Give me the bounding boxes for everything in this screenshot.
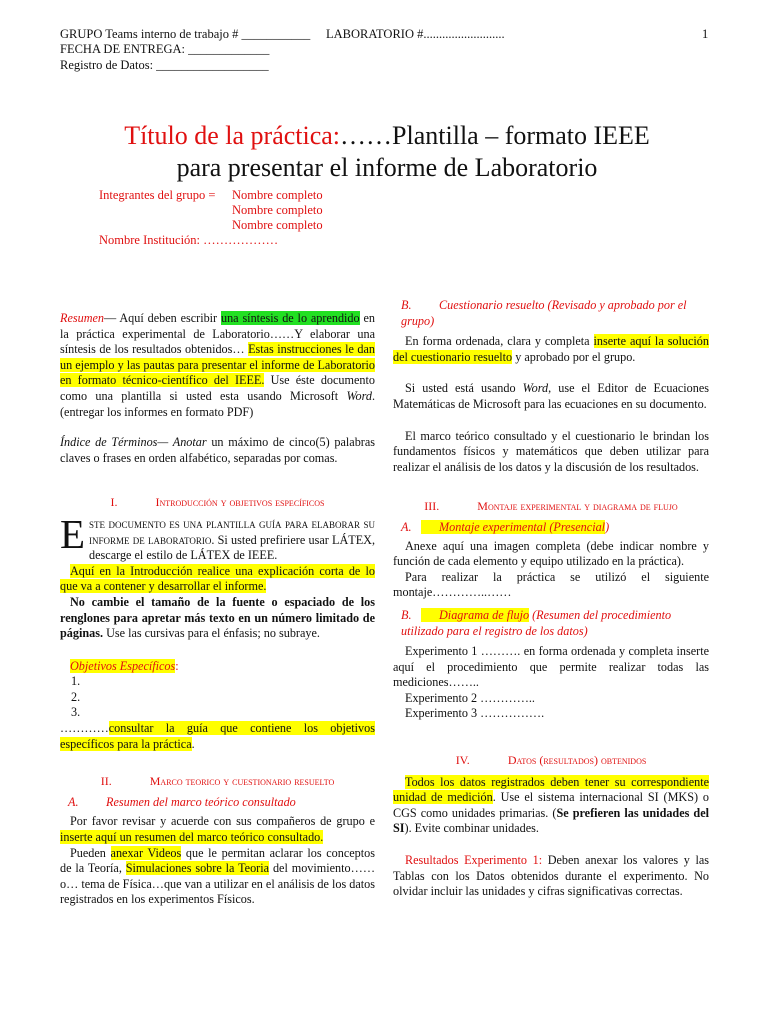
subsection-number: A. xyxy=(68,794,79,809)
intro-bold-note: No cambie el tamaño de la fuente o espaciado de los renglones para apretar más texto en un número limitado de páginas. xyxy=(60,594,375,641)
word-text: , use el Editor de Ecuaciones Matemáticas de Microsoft para las ecuaciones en su documento. xyxy=(393,381,709,411)
objectives-label: Objetivos Específicos xyxy=(70,658,176,673)
section-number: II. xyxy=(100,774,112,789)
subsection-title: Montaje experimental (Presencial xyxy=(421,520,605,534)
header-group-line: GRUPO Teams interno de trabajo # ___________ xyxy=(60,27,311,41)
title-main: ……Plantilla – formato IEEE xyxy=(340,121,650,150)
subsection-number: A. xyxy=(401,519,412,534)
setup-paragraph-2: Para realizar la práctica se utilizó el siguiente montaje…………..…… xyxy=(393,569,709,600)
simulations-highlight: Simulaciones sobre la Teoria xyxy=(125,861,270,876)
section-number: III. xyxy=(424,499,440,514)
title-line2: para presentar el informe de Laboratorio xyxy=(176,153,598,182)
section-2-heading xyxy=(60,774,375,790)
data-text: . Use el sistema internacional SI (MKS) o CGS como unidades primarias. ( xyxy=(393,790,709,820)
intro-paragraph-3 xyxy=(60,595,375,642)
data-highlight: Todos los datos registrados deben tener su correspondiente unidad de medición xyxy=(393,774,709,805)
subsection-number: B. xyxy=(401,607,412,622)
word-equations-paragraph xyxy=(393,381,709,412)
questionnaire-text: En forma ordenada, clara y completa xyxy=(405,334,594,349)
objectives-dots: ………… xyxy=(60,721,109,736)
intro-lead: ste documento es una plantilla guía para elaborar su informe de laboratorio. xyxy=(89,516,375,547)
results-label: Resultados Experimento 1: xyxy=(405,853,543,868)
abstract-text: . (entregar los informes en formato PDF) xyxy=(60,388,375,419)
header-lab-number: LABORATORIO #.......................... xyxy=(326,27,505,41)
institution-name: Nombre Institución: ……………… xyxy=(99,233,279,247)
subsection-2b xyxy=(393,298,709,329)
intro-text: Si usted prefiriere usar LÁTEX, descarge el estilo de LÁTEX de IEEE. xyxy=(89,532,376,563)
objectives-note xyxy=(60,721,375,752)
header-delivery-date: FECHA DE ENTREGA: _____________ xyxy=(60,42,270,56)
subsection-rest: (Resumen del procedimiento utilizado para el registro de los datos) xyxy=(401,607,672,638)
subsection-3b xyxy=(393,608,709,639)
drop-cap: E xyxy=(60,510,86,557)
abstract-label: Resumen xyxy=(60,311,104,325)
subsection-title: Cuestionario resuelto (Revisado y aprobado por el grupo) xyxy=(401,298,687,328)
page-title xyxy=(60,120,714,184)
intro-highlight: Aquí en la Introducción realice una explicación corta de lo que va a contener y desarrollar el informe. xyxy=(60,563,375,594)
abstract-highlight: Estas instrucciones le dan un ejemplo y las pautas para presentar el informe de Laboratorio en formato técnico-científico del IEEE. xyxy=(60,342,375,388)
objectives-end: . xyxy=(191,736,195,751)
theory-summary-paragraph: El marco teórico consultado y el cuestionario le brindan los fundamentos físicos y matemáticos que deben utilizar para realizar el análisis de los datos y la discusión de los resultados. xyxy=(393,428,709,474)
objective-item: 3. xyxy=(71,705,81,720)
section-title: Montaje experimental y diagrama de flujo xyxy=(477,499,678,514)
abstract-text: — Aquí deben escribir xyxy=(104,311,221,325)
title-label: Título de la práctica: xyxy=(124,121,341,150)
section-4-heading xyxy=(393,753,709,769)
theory-paragraph xyxy=(60,814,375,845)
intro-text: Use las cursivas para el énfasis; no subraye. xyxy=(103,626,320,641)
objective-item: 2. xyxy=(71,689,81,704)
data-paragraph xyxy=(393,775,709,837)
intro-paragraph-2 xyxy=(60,564,375,595)
index-terms-text: un máximo de cinco(5) palabras claves o frases en orden alfabético, separadas por comas. xyxy=(60,435,375,465)
right-column xyxy=(393,298,709,900)
abstract-word: Word xyxy=(346,388,372,403)
member-name: Nombre completo xyxy=(232,188,323,202)
index-terms-label: Índice de Términos— Anotar xyxy=(60,435,207,450)
questionnaire-paragraph xyxy=(393,334,709,365)
experiment-2: Experimento 2 ………….. xyxy=(405,690,535,705)
header-data-record: Registro de Datos: __________________ xyxy=(60,58,269,72)
videos-highlight: anexar Videos xyxy=(110,845,182,860)
questionnaire-text: y aprobado por el grupo. xyxy=(512,349,636,364)
section-1-heading xyxy=(60,495,375,511)
member-name: Nombre completo xyxy=(232,203,323,217)
section-title: Introducción y objetivos específicos xyxy=(155,495,325,510)
results-text: Deben anexar los valores y las Tablas con los Datos obtenidos durante el experimento. No olvidar incluir las unidades y cifras significativas correctas. xyxy=(393,853,709,899)
section-number: IV. xyxy=(455,753,470,768)
theory-highlight: inserte aquí un resumen del marco teórico consultado. xyxy=(60,830,324,845)
members-block xyxy=(99,188,323,248)
theory-paragraph-2 xyxy=(60,846,375,908)
abstract-highlight-green: una síntesis de lo aprendido xyxy=(220,311,360,325)
subsection-title: Diagrama de flujo xyxy=(421,608,529,622)
theory-text: que le permitan aclarar los conceptos de la Teoría, xyxy=(60,845,375,876)
abstract-text: Use éste documento como una plantilla si usted esta usando Microsoft xyxy=(60,373,375,403)
left-column xyxy=(60,311,375,908)
index-terms xyxy=(60,435,375,466)
subsection-number: B. xyxy=(401,298,412,312)
subsection-3a xyxy=(393,520,709,536)
questionnaire-highlight: inserte aquí la solución xyxy=(593,334,709,349)
results-paragraph xyxy=(393,853,709,900)
word-text: Si usted está usando xyxy=(405,381,523,396)
word-name: Word xyxy=(522,381,549,396)
subsection-title: Resumen del marco teórico consultado xyxy=(106,794,296,809)
section-title: Datos (resultados) obtenidos xyxy=(507,753,647,768)
section-title: Marco teorico y cuestionario resuelto xyxy=(149,774,335,789)
theory-text: Pueden xyxy=(70,845,111,860)
page-number: 1 xyxy=(702,27,709,41)
member-name: Nombre completo xyxy=(232,218,323,232)
data-text: ). Evite combinar unidades. xyxy=(404,821,539,836)
objectives-heading xyxy=(60,659,375,675)
experiment-3: Experimento 3 ……………. xyxy=(405,706,545,721)
setup-paragraph: Anexe aquí una imagen completa (debe indicar nombre y función de cada elemento y equipo utilizado en la práctica). xyxy=(393,538,709,569)
questionnaire-highlight: del cuestionario resuelto xyxy=(393,349,513,364)
objectives-colon: : xyxy=(175,658,179,673)
section-3-heading xyxy=(393,499,709,515)
subsection-2a xyxy=(60,795,375,811)
abstract xyxy=(60,311,375,420)
intro-paragraph xyxy=(60,510,376,564)
theory-text: del movimiento……o… tema de Física…que van a utilizar en el análisis de los datos registrados en los experimentos Físicos. xyxy=(60,861,376,907)
members-label: Integrantes del grupo = xyxy=(99,188,216,202)
objective-item: 1. xyxy=(71,674,81,689)
subsection-close: ) xyxy=(605,519,610,534)
experiment-1: Experimento 1 ………. en forma ordenada y completa inserte aquí el procedimiento que permite realizar todas las mediciones…….. xyxy=(393,644,709,690)
data-bold: Se prefieren las unidades del SI xyxy=(393,805,709,836)
abstract-text: en la práctica experimental de Laboratorio……Y elaborar una síntesis de los resultados obtenidos… xyxy=(60,311,375,357)
theory-text: Por favor revisar y acuerde con sus compañeros de grupo e xyxy=(70,814,375,829)
section-number: I. xyxy=(110,495,118,510)
objectives-highlight: consultar la guía que contiene los objetivos específicos para la práctica xyxy=(60,721,375,751)
